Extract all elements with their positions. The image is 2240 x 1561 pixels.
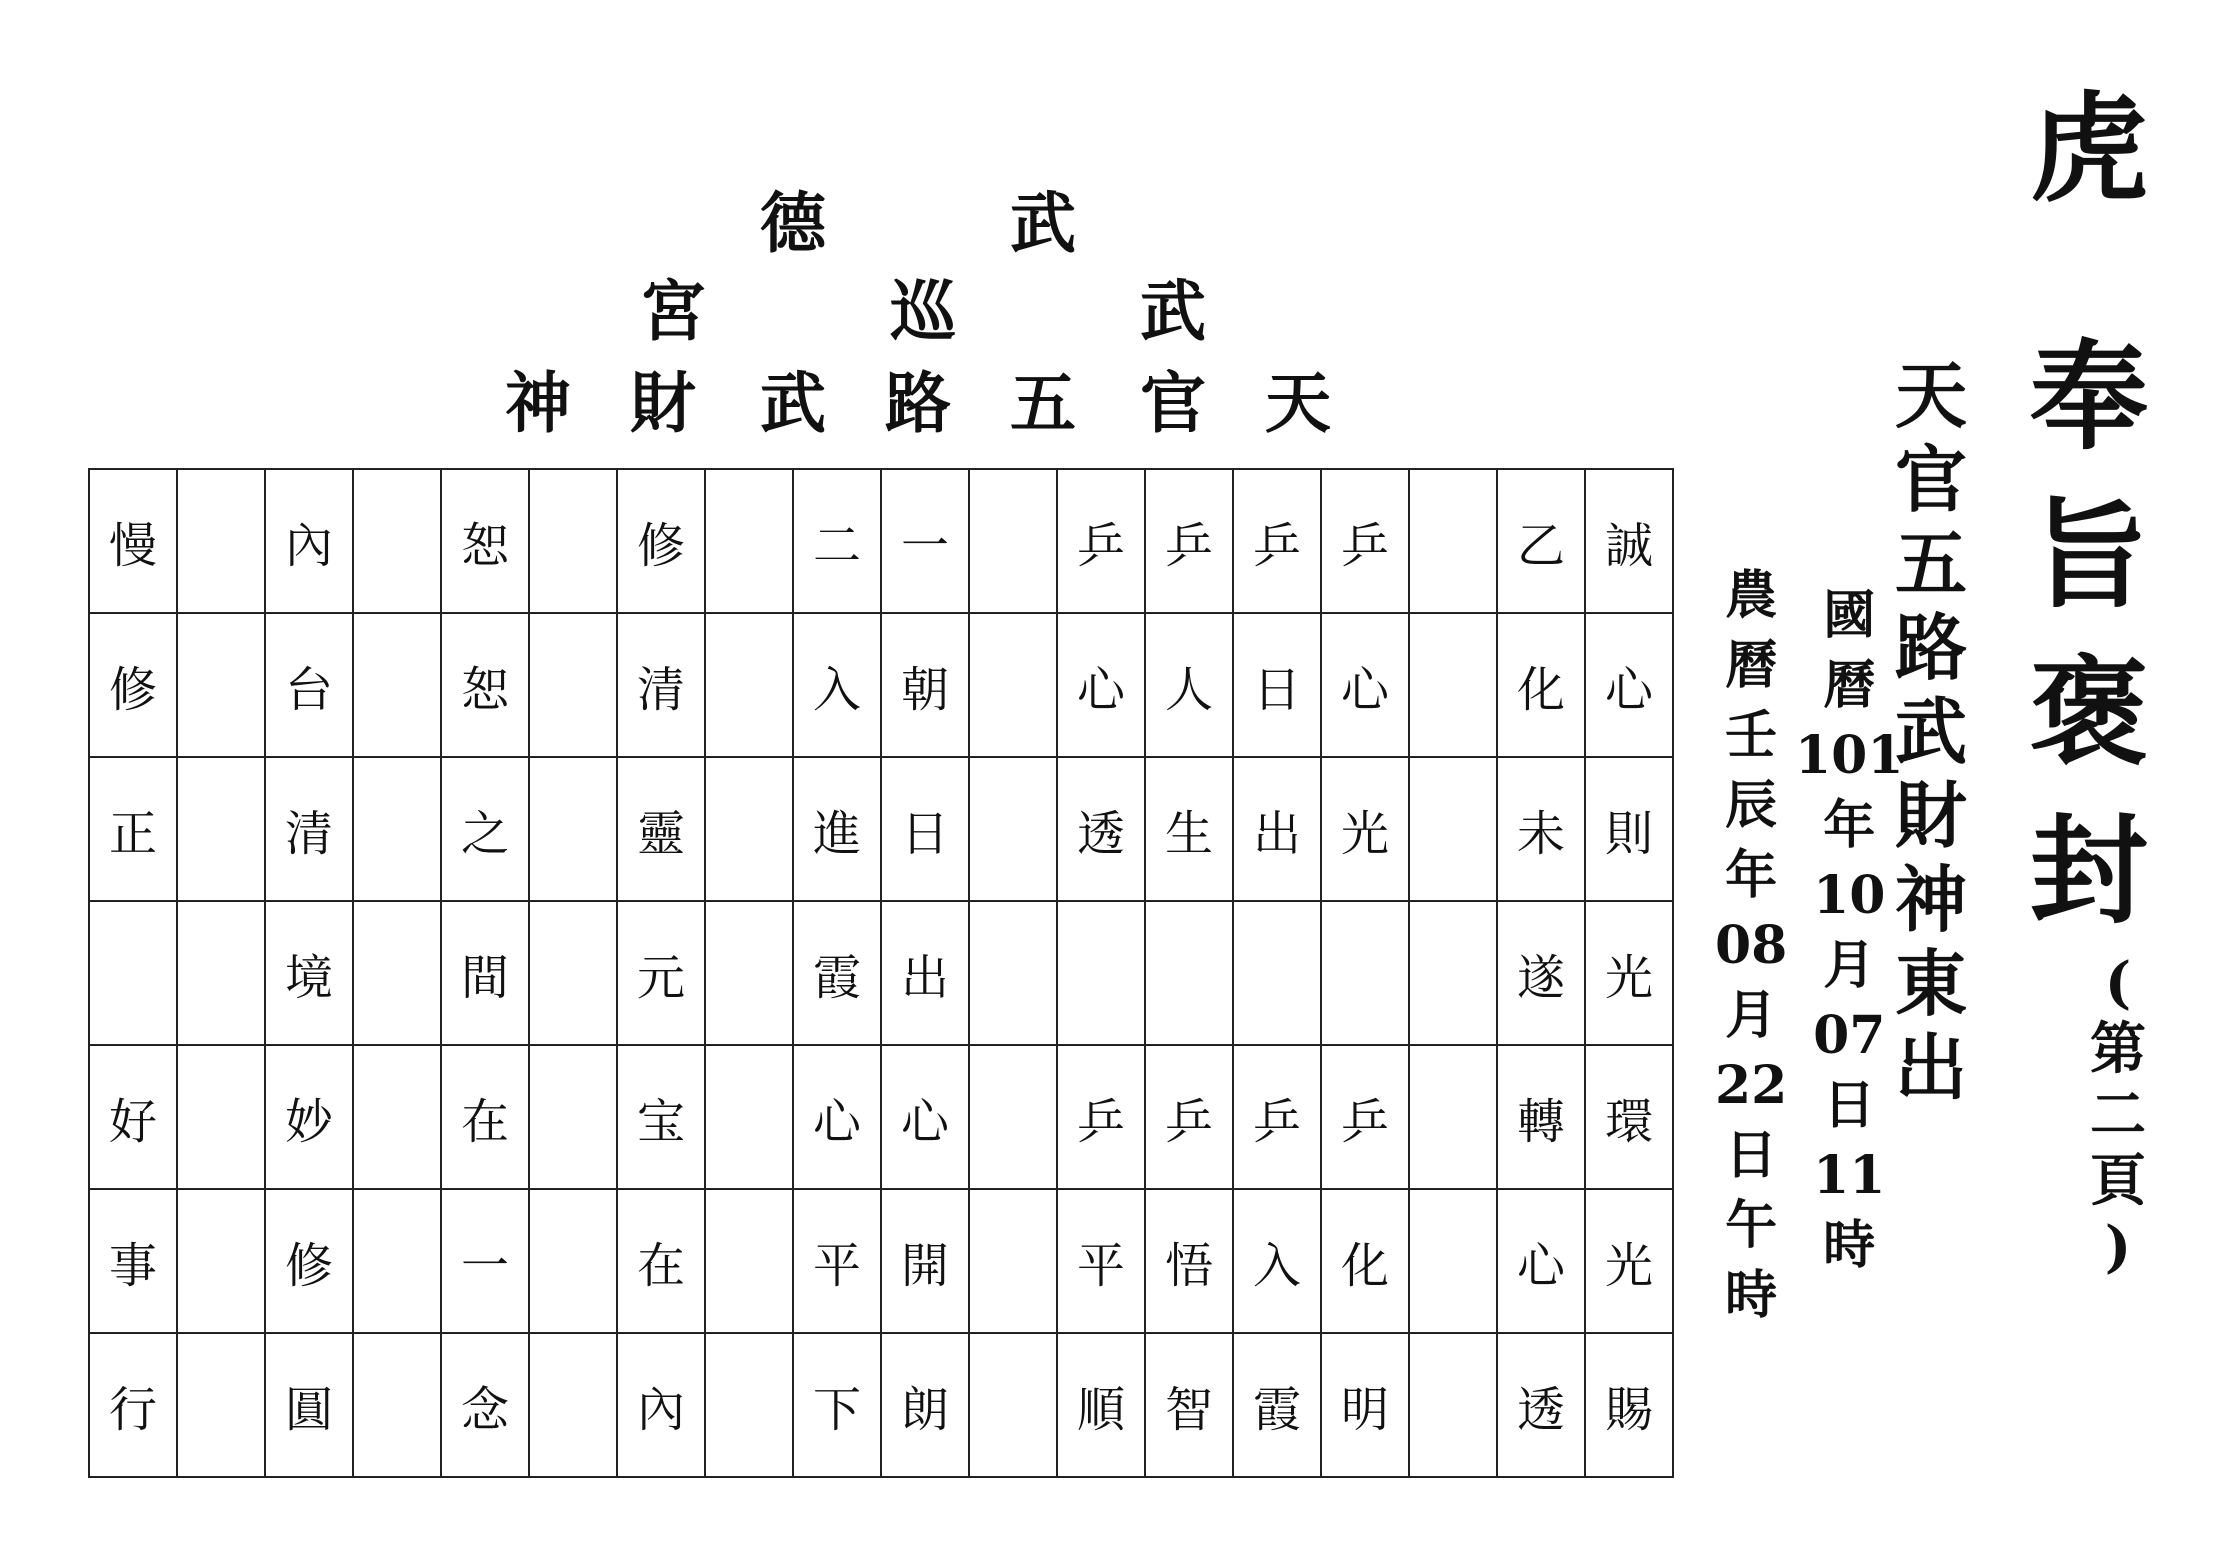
grid-cell: 順 — [1057, 1333, 1145, 1477]
grid-row — [89, 613, 1673, 757]
national-date-part: 07 — [1813, 1005, 1886, 1066]
grid-cell: 進 — [793, 757, 881, 901]
grid-cell: 恕 — [441, 613, 529, 757]
national-date-part: 國 — [1823, 585, 1876, 646]
national-date-part: 年 — [1823, 795, 1876, 856]
lunar-date-part: 時 — [1725, 1265, 1778, 1326]
national-date-part: 日 — [1823, 1075, 1876, 1136]
grid-cell: 心 — [1321, 613, 1409, 757]
grid-cell: 乒 — [1233, 1045, 1321, 1189]
grid-cell: 好 — [89, 1045, 177, 1189]
page-number-label — [2090, 950, 2146, 1285]
grid-cell: 乒 — [1321, 469, 1409, 613]
deity-char: 武 — [1895, 689, 1968, 774]
grid-cell: 乒 — [1321, 1045, 1409, 1189]
decree-char: 褒 — [2030, 643, 2149, 782]
grid-cell — [353, 757, 441, 901]
grid-cell: 平 — [1057, 1189, 1145, 1333]
grid-cell: 乒 — [1145, 469, 1233, 613]
deity-char: 五 — [1895, 521, 1968, 606]
grid-row — [89, 1045, 1673, 1189]
grid-cell: 開 — [881, 1189, 969, 1333]
grid-cell: 日 — [1233, 613, 1321, 757]
grid-cell — [1409, 901, 1497, 1045]
lunar-date-part: 農 — [1725, 565, 1778, 626]
page-char: ) — [2104, 1214, 2132, 1280]
grid-cell: 乒 — [1145, 1045, 1233, 1189]
grid-cell — [177, 901, 265, 1045]
grid-cell: 出 — [1233, 757, 1321, 901]
page-char: 二 — [2090, 1082, 2146, 1148]
grid-cell: 正 — [89, 757, 177, 901]
deity-char: 神 — [1895, 857, 1968, 942]
grid-cell — [529, 757, 617, 901]
lunar-date-part: 曆 — [1725, 635, 1778, 696]
grid-cell: 清 — [265, 757, 353, 901]
grid-cell — [177, 1333, 265, 1477]
grid-cell: 未 — [1497, 757, 1585, 901]
grid-cell — [1409, 469, 1497, 613]
grid-row — [89, 1333, 1673, 1477]
grid-cell: 入 — [1233, 1189, 1321, 1333]
grid-cell: 轉 — [1497, 1045, 1585, 1189]
lunar-date — [1715, 565, 1788, 1340]
national-date-part: 月 — [1823, 935, 1876, 996]
grid-cell — [529, 1045, 617, 1189]
page-char: 第 — [2090, 1016, 2146, 1082]
heading-char: 天 — [1265, 364, 1331, 442]
national-date-part: 時 — [1823, 1215, 1876, 1276]
tiger-char: 虎 — [2030, 79, 2149, 218]
grid-cell: 下 — [793, 1333, 881, 1477]
grid-cell: 霞 — [1233, 1333, 1321, 1477]
heading-char: 德 — [760, 184, 826, 262]
deity-char: 官 — [1895, 437, 1968, 522]
grid-cell: 在 — [441, 1045, 529, 1189]
grid-cell — [1321, 901, 1409, 1045]
grid-cell — [1409, 757, 1497, 901]
grid-cell: 誠 — [1585, 469, 1673, 613]
grid-cell — [353, 469, 441, 613]
grid-cell — [969, 1333, 1057, 1477]
grid-cell: 境 — [265, 901, 353, 1045]
grid-cell: 在 — [617, 1189, 705, 1333]
grid-cell: 修 — [265, 1189, 353, 1333]
grid-cell: 間 — [441, 901, 529, 1045]
grid-cell — [353, 901, 441, 1045]
grid-cell: 心 — [1057, 613, 1145, 757]
grid-cell: 靈 — [617, 757, 705, 901]
grid-cell: 元 — [617, 901, 705, 1045]
heading-char: 武 — [1010, 184, 1076, 262]
grid-cell — [705, 1189, 793, 1333]
grid-cell: 念 — [441, 1333, 529, 1477]
heading-char: 路 — [885, 364, 951, 442]
grid-cell: 乒 — [1057, 1045, 1145, 1189]
grid-cell: 透 — [1497, 1333, 1585, 1477]
decree-title — [2030, 79, 2149, 940]
grid-cell: 平 — [793, 1189, 881, 1333]
grid-cell: 則 — [1585, 757, 1673, 901]
lunar-date-part: 08 — [1715, 915, 1788, 976]
grid-cell: 妙 — [265, 1045, 353, 1189]
grid-cell — [705, 469, 793, 613]
grid-cell: 朗 — [881, 1333, 969, 1477]
grid-cell: 朝 — [881, 613, 969, 757]
grid-cell: 日 — [881, 757, 969, 901]
grid-cell: 透 — [1057, 757, 1145, 901]
grid-cell — [529, 1189, 617, 1333]
grid-cell: 智 — [1145, 1333, 1233, 1477]
heading-char: 巡 — [890, 272, 956, 350]
grid-cell: 心 — [1497, 1189, 1585, 1333]
lunar-date-part: 22 — [1715, 1055, 1788, 1116]
grid-row — [89, 901, 1673, 1045]
grid-cell — [177, 757, 265, 901]
grid-cell — [1409, 613, 1497, 757]
national-date — [1795, 585, 1904, 1290]
grid-cell: 內 — [617, 1333, 705, 1477]
grid-cell — [1409, 1333, 1497, 1477]
grid-cell — [353, 1189, 441, 1333]
grid-cell: 光 — [1585, 901, 1673, 1045]
grid-cell — [177, 1045, 265, 1189]
grid-cell: 化 — [1497, 613, 1585, 757]
decree-char: 封 — [2030, 801, 2149, 940]
grid-cell: 光 — [1585, 1189, 1673, 1333]
grid-cell — [529, 901, 617, 1045]
grid-cell — [705, 613, 793, 757]
grid-cell: 心 — [881, 1045, 969, 1189]
national-date-part: 101 — [1795, 725, 1904, 786]
grid-cell: 心 — [793, 1045, 881, 1189]
lunar-date-part: 年 — [1725, 845, 1778, 906]
grid-cell: 宝 — [617, 1045, 705, 1189]
heading-char: 武 — [760, 364, 826, 442]
heading-char: 五 — [1010, 364, 1076, 442]
grid-cell — [969, 901, 1057, 1045]
grid-cell — [177, 1189, 265, 1333]
grid-row — [89, 1189, 1673, 1333]
national-date-part: 曆 — [1823, 655, 1876, 716]
grid-cell: 光 — [1321, 757, 1409, 901]
verse-grid — [88, 468, 1674, 1478]
grid-cell — [705, 757, 793, 901]
heading-char: 武 — [1140, 272, 1206, 350]
grid-cell: 行 — [89, 1333, 177, 1477]
grid-cell — [1409, 1189, 1497, 1333]
lunar-date-part: 日 — [1725, 1125, 1778, 1186]
grid-cell: 恕 — [441, 469, 529, 613]
grid-cell: 二 — [793, 469, 881, 613]
grid-cell — [353, 1045, 441, 1189]
page-char: 頁 — [2090, 1148, 2146, 1214]
grid-cell: 圓 — [265, 1333, 353, 1477]
grid-cell — [969, 1189, 1057, 1333]
grid-cell: 化 — [1321, 1189, 1409, 1333]
heading-char: 宮 — [640, 272, 706, 350]
grid-cell: 遂 — [1497, 901, 1585, 1045]
deity-char: 東 — [1895, 941, 1968, 1026]
grid-row — [89, 469, 1673, 613]
grid-cell — [969, 757, 1057, 901]
grid-cell: 修 — [89, 613, 177, 757]
national-date-part: 10 — [1813, 865, 1886, 926]
grid-cell — [1409, 1045, 1497, 1189]
grid-cell: 乒 — [1057, 469, 1145, 613]
deity-char: 出 — [1895, 1025, 1968, 1110]
national-date-part: 11 — [1813, 1145, 1886, 1206]
lunar-date-part: 辰 — [1725, 775, 1778, 836]
deity-char: 財 — [1895, 773, 1968, 858]
grid-cell — [353, 613, 441, 757]
grid-cell — [177, 469, 265, 613]
grid-cell: 之 — [441, 757, 529, 901]
heading-char: 神 — [505, 364, 571, 442]
grid-cell: 心 — [1585, 613, 1673, 757]
grid-cell: 乒 — [1233, 469, 1321, 613]
heading-char: 官 — [1140, 364, 1206, 442]
page-char: ( — [2104, 950, 2132, 1016]
grid-cell — [529, 469, 617, 613]
grid-cell — [1145, 901, 1233, 1045]
grid-cell — [529, 1333, 617, 1477]
grid-cell: 一 — [441, 1189, 529, 1333]
grid-cell — [89, 901, 177, 1045]
grid-cell: 一 — [881, 469, 969, 613]
grid-cell — [705, 901, 793, 1045]
grid-cell — [969, 469, 1057, 613]
grid-cell — [1057, 901, 1145, 1045]
decree-char: 旨 — [2030, 485, 2149, 624]
grid-cell — [705, 1333, 793, 1477]
grid-cell — [177, 613, 265, 757]
grid-cell: 霞 — [793, 901, 881, 1045]
grid-cell: 內 — [265, 469, 353, 613]
deity-name — [1895, 353, 1968, 1116]
grid-cell — [1233, 901, 1321, 1045]
lunar-date-part: 午 — [1725, 1195, 1778, 1256]
grid-row — [89, 757, 1673, 901]
grid-cell: 修 — [617, 469, 705, 613]
grid-cell: 生 — [1145, 757, 1233, 901]
lunar-date-part: 月 — [1725, 985, 1778, 1046]
grid-cell: 事 — [89, 1189, 177, 1333]
grid-cell: 人 — [1145, 613, 1233, 757]
grid-cell: 入 — [793, 613, 881, 757]
grid-cell — [969, 613, 1057, 757]
grid-cell — [353, 1333, 441, 1477]
lunar-date-part: 壬 — [1725, 705, 1778, 766]
grid-cell: 環 — [1585, 1045, 1673, 1189]
grid-cell: 慢 — [89, 469, 177, 613]
decree-char: 奉 — [2030, 327, 2149, 466]
grid-cell — [705, 1045, 793, 1189]
deity-char: 路 — [1895, 605, 1968, 690]
grid-cell: 賜 — [1585, 1333, 1673, 1477]
grid-cell: 明 — [1321, 1333, 1409, 1477]
heading-char: 財 — [630, 364, 696, 442]
grid-cell: 清 — [617, 613, 705, 757]
grid-cell: 悟 — [1145, 1189, 1233, 1333]
grid-cell — [529, 613, 617, 757]
grid-cell: 乙 — [1497, 469, 1585, 613]
grid-cell: 台 — [265, 613, 353, 757]
grid-cell: 出 — [881, 901, 969, 1045]
deity-char: 天 — [1895, 353, 1968, 438]
grid-cell — [969, 1045, 1057, 1189]
